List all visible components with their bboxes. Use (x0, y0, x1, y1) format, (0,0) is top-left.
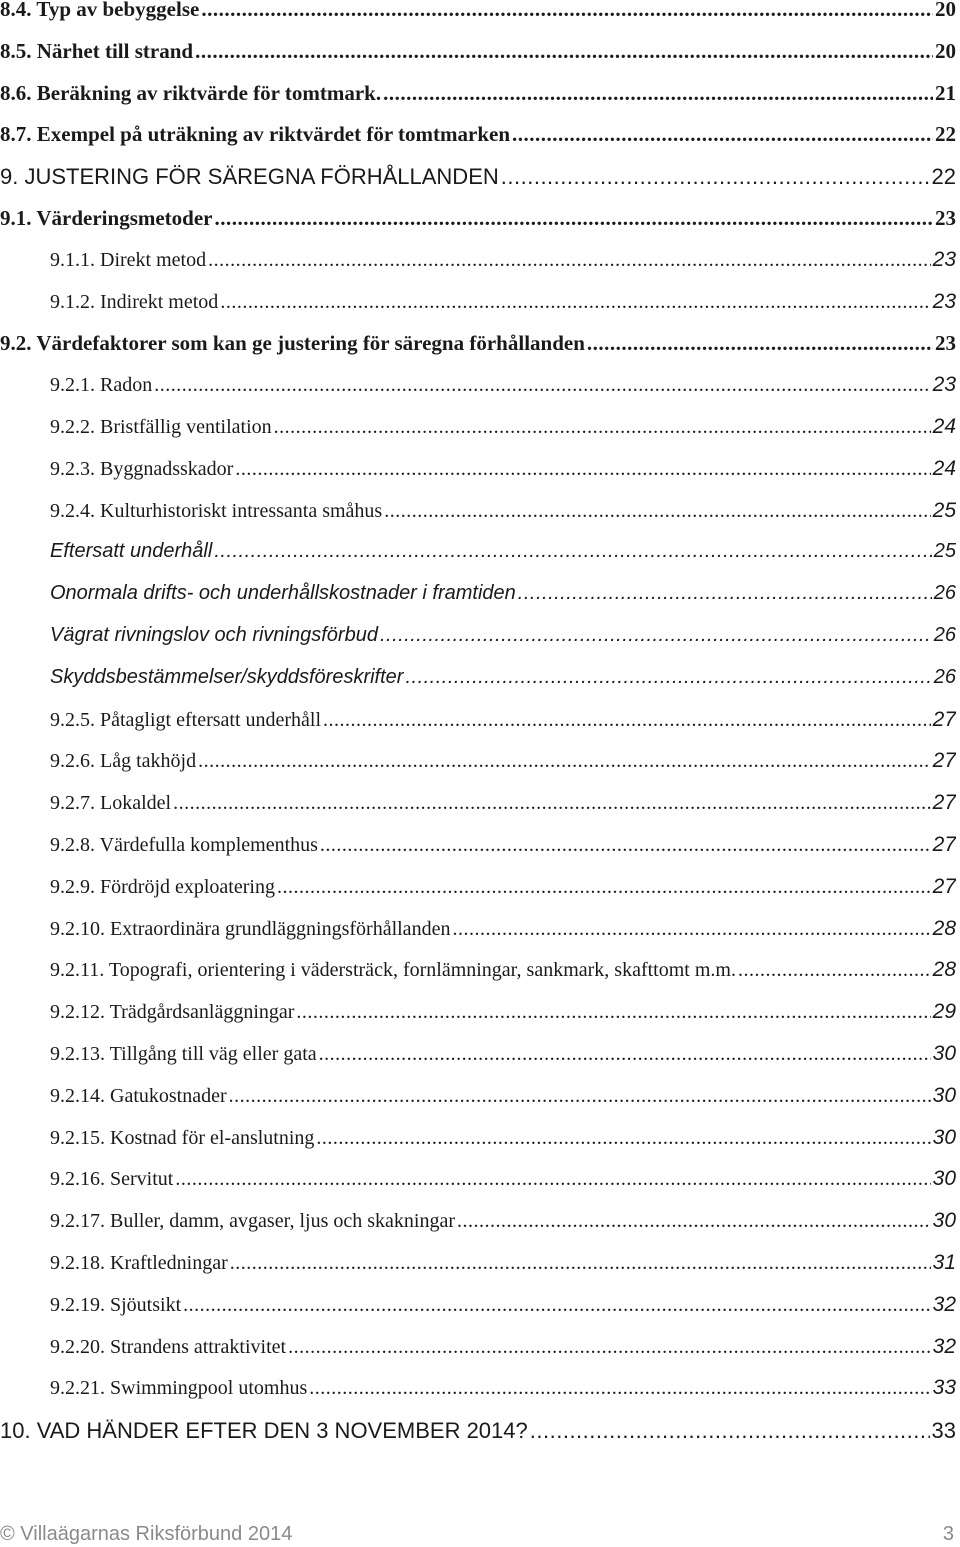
footer-copyright: © Villaägarnas Riksförbund 2014 (0, 1523, 293, 1545)
toc-entry[interactable] (50, 1000, 956, 1030)
toc-entry[interactable] (50, 1167, 956, 1197)
toc-entry-page: 23 (932, 247, 956, 271)
toc-dot-leader (235, 458, 930, 481)
toc-entry[interactable] (0, 39, 956, 69)
toc-entry[interactable] (0, 1418, 956, 1448)
toc-dot-leader (220, 291, 930, 314)
toc-dot-leader (587, 331, 933, 356)
toc-entry-title: 10. VAD HÄNDER EFTER DEN 3 NOVEMBER 2014? (0, 1418, 528, 1444)
toc-entry-title: 9.2.19. Sjöutsikt (50, 1293, 182, 1316)
toc-dot-leader (518, 582, 932, 605)
toc-entry-title: 8.5. Närhet till strand (0, 38, 194, 63)
toc-dot-leader (738, 959, 931, 982)
toc-entry[interactable] (50, 958, 956, 988)
toc-entry[interactable] (50, 1376, 956, 1406)
toc-entry-title: 9.2.17. Buller, damm, avgaser, ljus och skakningar (50, 1210, 455, 1233)
toc-entry[interactable] (50, 290, 956, 320)
toc-dot-leader (195, 39, 933, 64)
toc-entry-page: 20 (935, 0, 956, 21)
toc-entry-title: Eftersatt underhåll (50, 540, 213, 563)
toc-entry-page: 21 (935, 80, 956, 105)
toc-entry[interactable] (50, 582, 956, 612)
toc-entry-page: 25 (932, 498, 956, 522)
toc-entry-page: 24 (932, 456, 956, 480)
toc-dot-leader (384, 500, 930, 523)
toc-dot-leader (323, 709, 931, 732)
toc-entry-page: 28 (932, 958, 956, 982)
toc-entry[interactable] (50, 415, 956, 445)
toc-entry-page: 26 (933, 624, 956, 646)
toc-dot-leader (512, 122, 933, 147)
toc-dot-leader (201, 0, 933, 22)
toc-entry-title: 9.2.14. Gatukostnader (50, 1084, 227, 1107)
toc-entry-title: Vägrat rivningslov och rivningsförbud (50, 624, 378, 646)
toc-entry[interactable] (50, 666, 956, 696)
toc-entry[interactable] (50, 1293, 956, 1323)
toc-entry-page: 27 (932, 874, 956, 898)
toc-entry-page: 23 (932, 289, 956, 313)
toc-entry-page: 32 (932, 1334, 956, 1358)
toc-entry-page: 31 (932, 1251, 956, 1274)
toc-entry-page: 20 (935, 38, 956, 63)
toc-entry-title: 9.2.1. Radon (50, 374, 153, 397)
toc-entry-page: 29 (932, 1000, 956, 1024)
toc-entry-title: 9.2.13. Tillgång till väg eller gata (50, 1043, 317, 1065)
toc-dot-leader (214, 540, 931, 563)
toc-entry[interactable] (50, 917, 956, 947)
toc-entry[interactable] (50, 1209, 956, 1239)
toc-entry-page: 32 (932, 1292, 956, 1316)
toc-entry[interactable] (0, 164, 956, 194)
toc-dot-leader (383, 81, 933, 106)
toc-dot-leader (501, 164, 930, 190)
toc-entry-page: 27 (932, 791, 956, 815)
toc-entry[interactable] (0, 122, 956, 152)
toc-entry-page: 23 (935, 331, 956, 356)
toc-entry-page: 27 (932, 833, 956, 856)
toc-entry-title: 9.2.6. Låg takhöjd (50, 750, 197, 773)
toc-entry-title: Skyddsbestämmelser/skyddsföreskrifter (50, 665, 404, 688)
toc-dot-leader (274, 416, 931, 439)
toc-dot-leader (198, 750, 931, 773)
toc-entry[interactable] (50, 1251, 956, 1281)
toc-entry-title: 9.1.1. Direkt metod (50, 248, 207, 271)
toc-entry[interactable] (0, 81, 956, 111)
toc-entry[interactable] (50, 833, 956, 863)
toc-entry-title: 9.2.4. Kulturhistoriskt intressanta småhus (50, 499, 383, 522)
toc-entry-title: 9.2.11. Topografi, orientering i vädersträck, fornlämningar, sankmark, skafttomt m.m. (50, 959, 736, 982)
toc-entry[interactable] (50, 875, 956, 905)
toc-dot-leader (229, 1085, 931, 1108)
toc-dot-leader (154, 374, 930, 397)
toc-dot-leader (457, 1210, 931, 1233)
toc-entry-title: 9.1.2. Indirekt metod (50, 290, 219, 313)
toc-entry-title: 9.2.18. Kraftledningar (50, 1252, 228, 1274)
toc-entry-title: 9.1. Värderingsmetoder (0, 206, 213, 230)
toc-dot-leader (277, 876, 931, 899)
toc-entry[interactable] (0, 331, 956, 361)
footer-page-number: 3 (942, 1523, 954, 1545)
toc-dot-leader (316, 1127, 930, 1150)
toc-entry-page: 30 (932, 1083, 956, 1107)
toc-entry[interactable] (50, 248, 956, 278)
toc-entry-page: 30 (932, 1042, 956, 1065)
toc-entry-page: 30 (932, 1125, 956, 1149)
toc-entry-page: 30 (932, 1167, 956, 1191)
toc-entry-title: 9.2.5. Påtagligt eftersatt underhåll (50, 708, 322, 731)
toc-entry-title: 8.7. Exempel på uträkning av riktvärdet för tomtmarken (0, 122, 510, 147)
toc-entry[interactable] (0, 0, 956, 27)
toc-entry-title: 9.2.7. Lokaldel (50, 792, 172, 815)
toc-entry[interactable] (50, 1084, 956, 1114)
toc-entry-page: 24 (932, 415, 956, 438)
toc-entry-title: 9.2.2. Bristfällig ventilation (50, 416, 272, 438)
toc-dot-leader (183, 1294, 931, 1317)
toc-dot-leader (230, 1252, 931, 1275)
toc-entry[interactable] (50, 708, 956, 738)
toc-dot-leader (309, 1377, 930, 1400)
toc-entry[interactable] (50, 540, 956, 570)
toc-dot-leader (175, 1168, 930, 1191)
toc-dot-leader (452, 918, 930, 941)
toc-dot-leader (215, 206, 934, 231)
toc-entry-title: 9.2.15. Kostnad för el-anslutning (50, 1126, 315, 1149)
toc-entry-page: 28 (932, 916, 956, 940)
toc-entry-title: 9.2.12. Trädgårdsanläggningar (50, 1001, 295, 1024)
toc-entry[interactable] (50, 1042, 956, 1072)
toc-entry-title: 8.4. Typ av bebyggelse (0, 0, 200, 21)
page-footer (0, 1523, 960, 1546)
toc-entry[interactable] (50, 749, 956, 779)
toc-entry-page: 26 (933, 582, 956, 605)
toc-dot-leader (296, 1001, 930, 1024)
toc-dot-leader (405, 666, 931, 689)
toc-entry-page: 30 (932, 1209, 956, 1233)
toc-entry[interactable] (50, 499, 956, 529)
toc-entry-title: 9.2.21. Swimmingpool utomhus (50, 1377, 308, 1400)
toc-entry-page: 27 (932, 707, 956, 731)
toc-entry-title: Onormala drifts- och underhållskostnader i framtiden (50, 582, 516, 605)
toc-entry-page: 22 (931, 164, 956, 190)
toc-entry-title: 9. JUSTERING FÖR SÄREGNA FÖRHÅLLANDEN (0, 164, 499, 190)
toc-dot-leader (288, 1336, 931, 1359)
toc-entry-page: 23 (935, 206, 956, 230)
toc-entry-page: 33 (932, 1376, 956, 1400)
toc-entry-page: 22 (935, 122, 956, 147)
toc-entry[interactable] (50, 624, 956, 654)
toc-entry[interactable] (0, 206, 956, 236)
toc-entry[interactable] (50, 457, 956, 487)
toc-entry-page: 23 (932, 373, 956, 397)
toc-entry-title: 9.2.16. Servitut (50, 1168, 174, 1191)
toc-entry-title: 8.6. Beräkning av riktvärde för tomtmark. (0, 80, 382, 105)
toc-entry[interactable] (50, 791, 956, 821)
toc-dot-leader (530, 1418, 930, 1444)
toc-entry-title: 9.2.8. Värdefulla komplementhus (50, 834, 318, 856)
toc-entry-page: 26 (933, 665, 956, 688)
toc-entry-title: 9.2. Värdefaktorer som kan ge justering för säregna förhållanden (0, 331, 585, 356)
toc-dot-leader (173, 792, 931, 815)
toc-dot-leader (208, 249, 931, 272)
toc-dot-leader (380, 624, 932, 647)
toc-entry-page: 25 (933, 540, 956, 563)
toc-dot-leader (320, 834, 931, 857)
toc-entry-title: 9.2.10. Extraordinära grundläggningsförhållanden (50, 917, 451, 940)
toc-entry-title: 9.2.9. Fördröjd exploatering (50, 875, 275, 898)
toc-entry-title: 9.2.3. Byggnadsskador (50, 457, 234, 480)
toc-entry-page: 33 (931, 1418, 956, 1444)
toc-entry[interactable] (50, 1126, 956, 1156)
toc-entry-page: 27 (932, 749, 956, 773)
toc-entry[interactable] (50, 373, 956, 403)
toc-dot-leader (319, 1043, 931, 1066)
toc-entry[interactable] (50, 1335, 956, 1365)
toc-entry-title: 9.2.20. Strandens attraktivitet (50, 1335, 287, 1358)
